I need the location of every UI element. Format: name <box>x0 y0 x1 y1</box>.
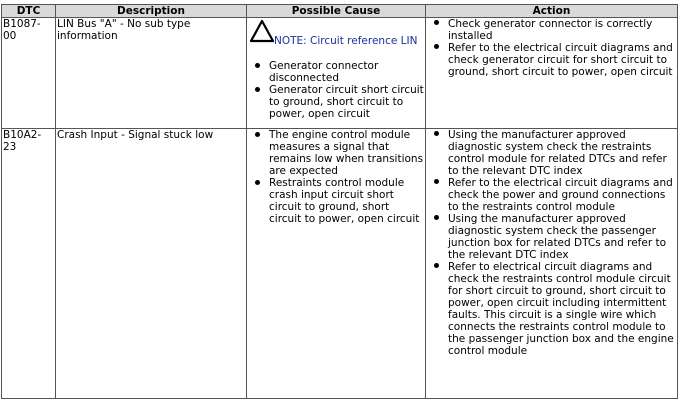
list-item: Check generator connector is correctly installed <box>448 18 676 42</box>
table-row <box>2 129 678 399</box>
cause-list <box>248 129 424 225</box>
cause-list <box>248 60 424 120</box>
list-item: Generator circuit short circuit to ground, short circuit to power, open circuit <box>269 84 424 120</box>
possible-cause-cell <box>247 18 426 129</box>
list-item: Restraints control module crash input circuit short circuit to ground, short circuit to power, open circuit <box>269 177 424 225</box>
list-item: Using the manufacturer approved diagnostic system check the passenger junction box for related DTCs and refer to the relevant DTC index <box>448 213 676 261</box>
header-row <box>2 5 678 18</box>
list-item: Generator connector disconnected <box>269 60 424 84</box>
list-item: The engine control module measures a signal that remains low when transitions are expected <box>269 129 424 177</box>
list-item: Refer to electrical circuit diagrams and check the restraints control module circuit for short circuit to ground, short circuit to power, open circuit including intermittent faults. This circuit is a single wire which connects the restraints control module to the passenger junction box and the engine control module <box>448 261 676 357</box>
warning-triangle-icon <box>249 19 275 44</box>
header-dtc: DTC <box>2 5 56 18</box>
description-cell: LIN Bus "A" - No sub type information <box>56 18 247 129</box>
header-action: Action <box>426 5 678 18</box>
action-cell <box>426 129 678 399</box>
list-item: Using the manufacturer approved diagnostic system check the restraints control module for related DTCs and refer to the relevant DTC index <box>448 129 676 177</box>
table-row <box>2 18 678 129</box>
description-cell: Crash Input - Signal stuck low <box>56 129 247 399</box>
possible-cause-cell <box>247 129 426 399</box>
list-item: Refer to the electrical circuit diagrams and check the power and ground connections to the restraints control module <box>448 177 676 213</box>
list-item: Refer to the electrical circuit diagrams and check generator circuit for short circuit to ground, short circuit to power, open circuit <box>448 42 676 78</box>
header-possible-cause: Possible Cause <box>247 5 426 18</box>
dtc-code-cell: B10A2-23 <box>2 129 56 399</box>
dtc-table <box>1 4 678 399</box>
note-text: NOTE: Circuit reference LIN <box>274 35 418 47</box>
note-block <box>248 18 424 56</box>
action-list <box>427 129 676 357</box>
header-description: Description <box>56 5 247 18</box>
action-list <box>427 18 676 78</box>
dtc-code-cell: B1087-00 <box>2 18 56 129</box>
action-cell <box>426 18 678 129</box>
